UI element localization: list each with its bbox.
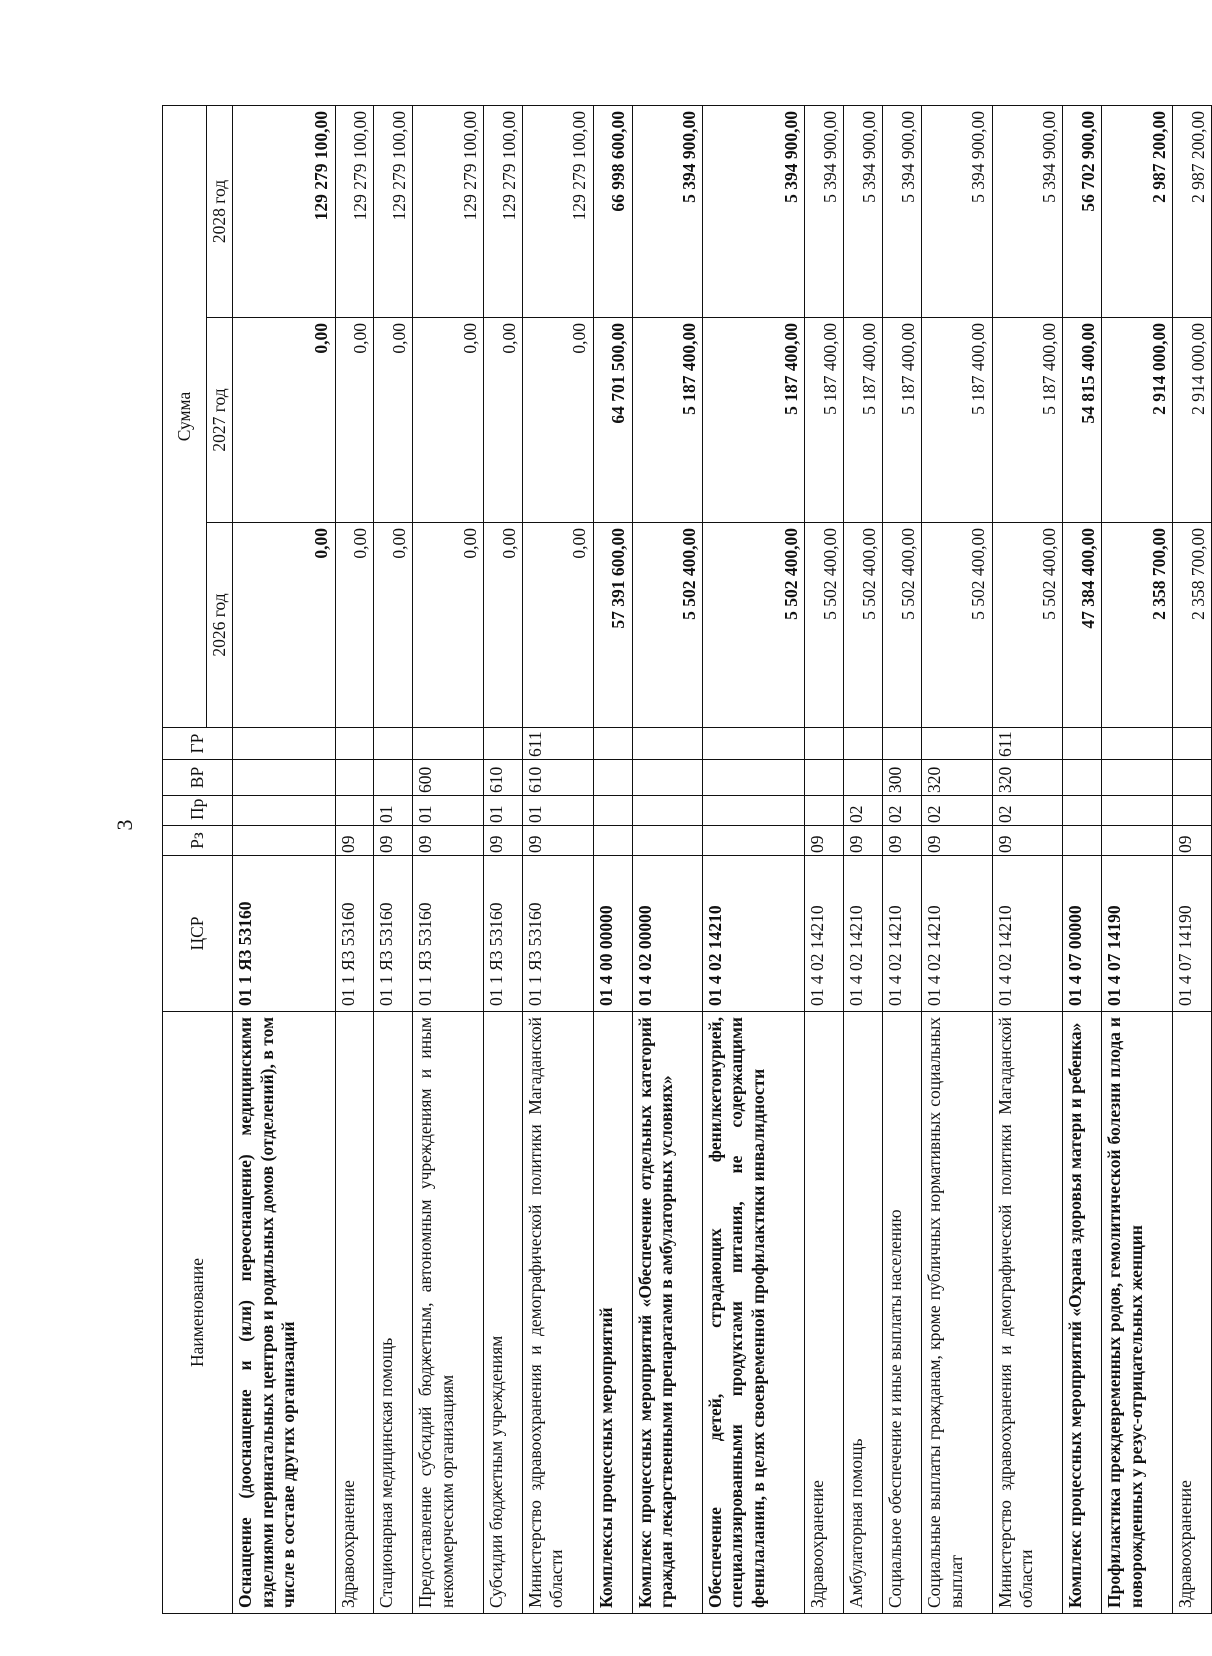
cell-gr: 611 (523, 728, 594, 760)
header-rz: Рз (163, 826, 233, 856)
cell-v2026: 0,00 (484, 523, 523, 728)
header-2026: 2026 год (207, 523, 233, 728)
cell-pr: 02 (922, 796, 993, 826)
cell-v2026: 47 384 400,00 (1063, 523, 1102, 728)
cell-rz (233, 826, 335, 856)
cell-gr (484, 728, 523, 760)
cell-csr: 01 1 Я3 53160 (523, 856, 594, 1012)
table-row (1102, 106, 1173, 1614)
cell-pr (1172, 796, 1211, 826)
cell-v2028: 2 987 200,00 (1172, 106, 1211, 318)
cell-rz: 09 (883, 826, 922, 856)
cell-name: Предоставление субсидий бюджетным, автономным учреждениям и иным некоммерческим организациям (413, 1012, 484, 1614)
cell-name: Комплекс процессных мероприятий «Обеспечение отдельных категорий граждан лекарственными препаратами в амбулаторных условиях» (632, 1012, 703, 1614)
cell-v2028: 129 279 100,00 (374, 106, 413, 318)
table-row (374, 106, 413, 1614)
cell-v2027: 5 187 400,00 (883, 318, 922, 523)
cell-v2028: 66 998 600,00 (593, 106, 632, 318)
table-row (523, 106, 594, 1614)
page-number: 3 (112, 819, 137, 831)
cell-rz: 09 (1172, 826, 1211, 856)
cell-v2028: 129 279 100,00 (523, 106, 594, 318)
cell-v2028: 5 394 900,00 (844, 106, 883, 318)
cell-pr: 01 (374, 796, 413, 826)
cell-csr: 01 4 02 00000 (632, 856, 703, 1012)
header-sum: Сумма (163, 106, 207, 728)
cell-v2028: 5 394 900,00 (922, 106, 993, 318)
cell-v2026: 2 358 700,00 (1102, 523, 1173, 728)
cell-rz (703, 826, 805, 856)
cell-name: Здравоохранение (1172, 1012, 1211, 1614)
cell-v2026: 5 502 400,00 (992, 523, 1063, 728)
cell-rz: 09 (335, 826, 374, 856)
cell-rz: 09 (413, 826, 484, 856)
header-2028: 2028 год (207, 106, 233, 318)
cell-pr (805, 796, 844, 826)
cell-name: Социальное обеспечение и иные выплаты населению (883, 1012, 922, 1614)
table-row (593, 106, 632, 1614)
cell-v2027: 2 914 000,00 (1172, 318, 1211, 523)
cell-vr (1063, 760, 1102, 796)
cell-name: Министерство здравоохранения и демографической политики Магаданской области (992, 1012, 1063, 1614)
cell-v2028: 129 279 100,00 (335, 106, 374, 318)
cell-vr: 320 (992, 760, 1063, 796)
cell-v2026: 5 502 400,00 (805, 523, 844, 728)
cell-rz: 09 (484, 826, 523, 856)
table-row (335, 106, 374, 1614)
cell-v2026: 5 502 400,00 (632, 523, 703, 728)
cell-v2028: 2 987 200,00 (1102, 106, 1173, 318)
cell-name: Социальные выплаты гражданам, кроме публичных нормативных социальных выплат (922, 1012, 993, 1614)
table-row (805, 106, 844, 1614)
table-row (1063, 106, 1102, 1614)
cell-v2026: 5 502 400,00 (703, 523, 805, 728)
cell-csr: 01 4 07 14190 (1102, 856, 1173, 1012)
header-gr: ГР (163, 728, 233, 760)
cell-pr: 02 (844, 796, 883, 826)
cell-v2028: 5 394 900,00 (632, 106, 703, 318)
header-vr: ВР (163, 760, 233, 796)
cell-pr: 02 (883, 796, 922, 826)
cell-pr (593, 796, 632, 826)
cell-rz (1063, 826, 1102, 856)
cell-pr: 02 (992, 796, 1063, 826)
table-row (413, 106, 484, 1614)
table-body (233, 106, 1212, 1614)
cell-csr: 01 4 02 14210 (883, 856, 922, 1012)
cell-gr (374, 728, 413, 760)
cell-pr (703, 796, 805, 826)
cell-v2027: 0,00 (374, 318, 413, 523)
cell-v2026: 2 358 700,00 (1172, 523, 1211, 728)
cell-v2028: 5 394 900,00 (883, 106, 922, 318)
cell-gr (632, 728, 703, 760)
cell-v2027: 0,00 (413, 318, 484, 523)
cell-vr: 300 (883, 760, 922, 796)
cell-v2027: 0,00 (233, 318, 335, 523)
table-row (883, 106, 922, 1614)
cell-v2028: 56 702 900,00 (1063, 106, 1102, 318)
cell-v2027: 5 187 400,00 (632, 318, 703, 523)
cell-vr (335, 760, 374, 796)
table-row (703, 106, 805, 1614)
cell-v2027: 5 187 400,00 (805, 318, 844, 523)
header-pr: Пр (163, 796, 233, 826)
table-row (484, 106, 523, 1614)
cell-vr (1172, 760, 1211, 796)
cell-v2027: 64 701 500,00 (593, 318, 632, 523)
cell-rz: 09 (922, 826, 993, 856)
cell-pr (632, 796, 703, 826)
cell-gr (1063, 728, 1102, 760)
cell-v2028: 129 279 100,00 (233, 106, 335, 318)
cell-csr: 01 1 Я3 53160 (335, 856, 374, 1012)
cell-v2026: 5 502 400,00 (922, 523, 993, 728)
cell-v2028: 129 279 100,00 (413, 106, 484, 318)
cell-v2028: 129 279 100,00 (484, 106, 523, 318)
cell-v2027: 2 914 000,00 (1102, 318, 1173, 523)
cell-gr (1172, 728, 1211, 760)
cell-pr (233, 796, 335, 826)
cell-gr (883, 728, 922, 760)
cell-v2027: 5 187 400,00 (992, 318, 1063, 523)
cell-name: Обеспечение детей, страдающих фенилкетонурией, специализированными продуктами питания, не содержащими фенилаланин, в целях своевременной профилактики инвалидности (703, 1012, 805, 1614)
cell-gr (805, 728, 844, 760)
cell-gr (844, 728, 883, 760)
cell-rz: 09 (374, 826, 413, 856)
cell-v2028: 5 394 900,00 (805, 106, 844, 318)
cell-vr (632, 760, 703, 796)
cell-pr: 01 (523, 796, 594, 826)
cell-v2026: 0,00 (233, 523, 335, 728)
cell-v2026: 0,00 (523, 523, 594, 728)
cell-name: Стационарная медицинская помощь (374, 1012, 413, 1614)
cell-pr (1063, 796, 1102, 826)
cell-csr: 01 4 02 14210 (703, 856, 805, 1012)
cell-gr (335, 728, 374, 760)
cell-v2026: 0,00 (413, 523, 484, 728)
cell-name: Субсидии бюджетным учреждениям (484, 1012, 523, 1614)
table-row (992, 106, 1063, 1614)
cell-csr: 01 1 Я3 53160 (484, 856, 523, 1012)
cell-csr: 01 1 Я3 53160 (374, 856, 413, 1012)
cell-gr (922, 728, 993, 760)
header-name: Наименование (163, 1012, 233, 1614)
cell-rz: 09 (844, 826, 883, 856)
cell-gr (1102, 728, 1173, 760)
cell-rz (632, 826, 703, 856)
cell-v2026: 5 502 400,00 (844, 523, 883, 728)
cell-name: Здравоохранение (805, 1012, 844, 1614)
cell-pr: 01 (484, 796, 523, 826)
cell-gr: 611 (992, 728, 1063, 760)
cell-csr: 01 4 00 00000 (593, 856, 632, 1012)
cell-v2026: 5 502 400,00 (883, 523, 922, 728)
cell-vr (593, 760, 632, 796)
cell-v2028: 5 394 900,00 (703, 106, 805, 318)
cell-v2027: 0,00 (484, 318, 523, 523)
cell-name: Комплекс процессных мероприятий «Охрана здоровья матери и ребенка» (1063, 1012, 1102, 1614)
cell-vr (703, 760, 805, 796)
cell-vr: 610 (484, 760, 523, 796)
budget-table (162, 105, 1212, 1614)
cell-name: Здравоохранение (335, 1012, 374, 1614)
rotated-table-container (162, 106, 1212, 1614)
cell-rz (593, 826, 632, 856)
header-2027: 2027 год (207, 318, 233, 523)
table-row (233, 106, 335, 1614)
cell-vr (233, 760, 335, 796)
table-row (922, 106, 993, 1614)
cell-v2027: 54 815 400,00 (1063, 318, 1102, 523)
cell-rz (1102, 826, 1173, 856)
table-row (1172, 106, 1211, 1614)
cell-vr: 600 (413, 760, 484, 796)
cell-name: Профилактика преждевременных родов, гемолитической болезни плода и новорожденных у резус-отрицательных женщин (1102, 1012, 1173, 1614)
cell-pr: 01 (413, 796, 484, 826)
cell-v2026: 57 391 600,00 (593, 523, 632, 728)
cell-vr (844, 760, 883, 796)
cell-gr (413, 728, 484, 760)
cell-name: Комплексы процессных мероприятий (593, 1012, 632, 1614)
cell-v2026: 0,00 (335, 523, 374, 728)
cell-csr: 01 1 Я3 53160 (233, 856, 335, 1012)
cell-csr: 01 4 02 14210 (922, 856, 993, 1012)
cell-gr (703, 728, 805, 760)
cell-v2027: 5 187 400,00 (703, 318, 805, 523)
cell-vr (805, 760, 844, 796)
cell-v2027: 0,00 (335, 318, 374, 523)
cell-vr (374, 760, 413, 796)
cell-name: Амбулаторная помощь (844, 1012, 883, 1614)
cell-vr: 610 (523, 760, 594, 796)
cell-pr (1102, 796, 1173, 826)
cell-v2027: 5 187 400,00 (922, 318, 993, 523)
table-row (844, 106, 883, 1614)
cell-csr: 01 4 02 14210 (844, 856, 883, 1012)
cell-csr: 01 4 02 14210 (805, 856, 844, 1012)
header-csr: ЦСР (163, 856, 233, 1012)
cell-v2026: 0,00 (374, 523, 413, 728)
cell-v2028: 5 394 900,00 (992, 106, 1063, 318)
cell-rz: 09 (805, 826, 844, 856)
cell-csr: 01 4 07 14190 (1172, 856, 1211, 1012)
cell-pr (335, 796, 374, 826)
cell-name: Министерство здравоохранения и демографической политики Магаданской области (523, 1012, 594, 1614)
cell-csr: 01 4 02 14210 (992, 856, 1063, 1012)
cell-rz: 09 (523, 826, 594, 856)
cell-name: Оснащение (дооснащение и (или) переоснащение) медицинскими изделиями перинатальных центров и родильных домов (отделений), в том числе в составе других организаций (233, 1012, 335, 1614)
cell-csr: 01 1 Я3 53160 (413, 856, 484, 1012)
cell-rz: 09 (992, 826, 1063, 856)
cell-v2027: 5 187 400,00 (844, 318, 883, 523)
cell-gr (593, 728, 632, 760)
cell-v2027: 0,00 (523, 318, 594, 523)
cell-gr (233, 728, 335, 760)
cell-vr: 320 (922, 760, 993, 796)
cell-vr (1102, 760, 1173, 796)
table-row (632, 106, 703, 1614)
cell-csr: 01 4 07 00000 (1063, 856, 1102, 1012)
